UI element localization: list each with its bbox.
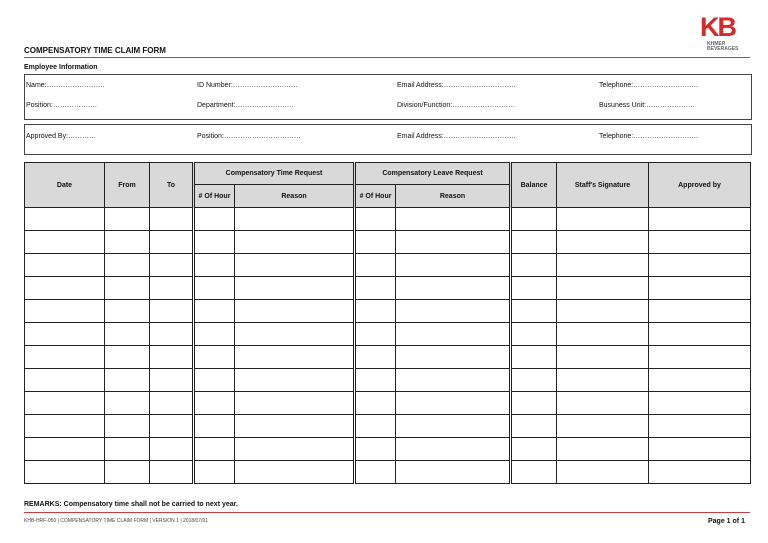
approver-email-field[interactable]: Email Address:………………………….	[397, 133, 516, 140]
table-cell[interactable]	[396, 369, 511, 392]
page-number: Page 1 of 1	[708, 518, 745, 525]
table-cell[interactable]	[235, 346, 355, 369]
table-cell[interactable]	[235, 231, 355, 254]
table-cell[interactable]	[511, 300, 557, 323]
table-row	[25, 415, 751, 438]
table-cell[interactable]	[235, 208, 355, 231]
table-cell[interactable]	[194, 231, 235, 254]
header-date: Date	[25, 163, 105, 208]
table-cell[interactable]	[649, 415, 751, 438]
table-cell[interactable]	[511, 461, 557, 484]
table-cell[interactable]	[25, 300, 105, 323]
table-cell[interactable]	[355, 438, 396, 461]
table-cell[interactable]	[25, 369, 105, 392]
table-cell[interactable]	[150, 346, 194, 369]
header-to: To	[150, 163, 194, 208]
table-cell[interactable]	[194, 208, 235, 231]
table-cell[interactable]	[511, 346, 557, 369]
table-cell[interactable]	[649, 346, 751, 369]
business-unit-field[interactable]: Busuness Unit:…………………	[599, 102, 696, 109]
title-divider	[24, 57, 750, 58]
table-row	[25, 277, 751, 300]
table-cell[interactable]	[396, 208, 511, 231]
approver-telephone-field[interactable]: Telephone:…………………….…	[599, 133, 699, 140]
table-cell[interactable]	[150, 231, 194, 254]
table-cell[interactable]	[194, 369, 235, 392]
table-cell[interactable]	[355, 461, 396, 484]
table-cell[interactable]	[25, 346, 105, 369]
table-cell[interactable]	[194, 415, 235, 438]
table-cell[interactable]	[649, 438, 751, 461]
header-hours-time: # Of Hour	[194, 185, 235, 208]
table-cell[interactable]	[557, 254, 649, 277]
form-title: COMPENSATORY TIME CLAIM FORM	[24, 46, 166, 55]
table-cell[interactable]	[25, 438, 105, 461]
table-cell[interactable]	[150, 415, 194, 438]
table-cell[interactable]	[557, 231, 649, 254]
table-cell[interactable]	[150, 392, 194, 415]
employee-section-label: Employee Information	[24, 64, 98, 71]
table-cell[interactable]	[235, 461, 355, 484]
table-cell[interactable]	[649, 277, 751, 300]
table-row	[25, 438, 751, 461]
table-cell[interactable]	[105, 323, 150, 346]
table-cell[interactable]	[194, 300, 235, 323]
table-cell[interactable]	[194, 438, 235, 461]
table-row	[25, 231, 751, 254]
logo-sub-line2: BEVERAGES	[707, 46, 739, 52]
remarks-text: REMARKS: Compensatory time shall not be carried to next year.	[24, 501, 238, 508]
table-cell[interactable]	[511, 254, 557, 277]
table-cell[interactable]	[511, 392, 557, 415]
table-row	[25, 346, 751, 369]
table-cell[interactable]	[105, 300, 150, 323]
table-cell[interactable]	[150, 277, 194, 300]
header-reason-time: Reason	[235, 185, 355, 208]
table-cell[interactable]	[235, 277, 355, 300]
table-cell[interactable]	[396, 415, 511, 438]
approver-position-field[interactable]: Position:……………………………	[197, 133, 301, 140]
table-cell[interactable]	[557, 461, 649, 484]
table-cell[interactable]	[194, 323, 235, 346]
table-cell[interactable]	[25, 231, 105, 254]
telephone-field[interactable]: Telephone:…………………….…	[599, 82, 699, 89]
approver-info-box	[24, 124, 752, 155]
header-signature: Staff's Signature	[557, 163, 649, 208]
table-cell[interactable]	[105, 277, 150, 300]
table-cell[interactable]	[25, 415, 105, 438]
table-cell[interactable]	[511, 231, 557, 254]
table-row	[25, 300, 751, 323]
table-cell[interactable]	[511, 208, 557, 231]
table-cell[interactable]	[235, 300, 355, 323]
table-cell[interactable]	[511, 277, 557, 300]
header-hours-leave: # Of Hour	[355, 185, 396, 208]
table-cell[interactable]	[557, 277, 649, 300]
table-cell[interactable]	[355, 277, 396, 300]
table-cell[interactable]	[649, 461, 751, 484]
company-logo	[700, 14, 744, 52]
table-cell[interactable]	[235, 323, 355, 346]
table-cell[interactable]	[355, 208, 396, 231]
table-cell[interactable]	[355, 323, 396, 346]
table-cell[interactable]	[235, 438, 355, 461]
table-cell[interactable]	[649, 369, 751, 392]
table-cell[interactable]	[355, 392, 396, 415]
table-cell[interactable]	[557, 392, 649, 415]
header-balance: Balance	[511, 163, 557, 208]
table-cell[interactable]	[105, 369, 150, 392]
header-approved-by: Approved by	[649, 163, 751, 208]
table-cell[interactable]	[25, 392, 105, 415]
table-cell[interactable]	[235, 369, 355, 392]
table-cell[interactable]	[194, 277, 235, 300]
table-cell[interactable]	[25, 254, 105, 277]
table-cell[interactable]	[194, 346, 235, 369]
claim-table-body	[25, 208, 751, 484]
table-cell[interactable]	[25, 277, 105, 300]
table-cell[interactable]	[150, 208, 194, 231]
table-cell[interactable]	[649, 231, 751, 254]
email-field[interactable]: Email Address:………………………….	[397, 82, 516, 89]
table-cell[interactable]	[557, 438, 649, 461]
table-row	[25, 254, 751, 277]
table-cell[interactable]	[649, 392, 751, 415]
table-cell[interactable]	[194, 392, 235, 415]
table-cell[interactable]	[396, 438, 511, 461]
footer-document-id: KHB-HRF-050 | COMPENSATORY TIME CLAIM FORM | VERSION 1 | 2018/07/01	[24, 518, 209, 524]
table-row	[25, 392, 751, 415]
id-number-field[interactable]: ID Number:…………………….…	[197, 82, 298, 89]
header-time-request: Compensatory Time Request	[194, 163, 355, 185]
table-cell[interactable]	[194, 461, 235, 484]
position-field[interactable]: Position:……………….	[26, 102, 97, 109]
table-row	[25, 208, 751, 231]
table-cell[interactable]	[25, 208, 105, 231]
table-cell[interactable]	[105, 415, 150, 438]
table-cell[interactable]	[235, 415, 355, 438]
name-field[interactable]: Name:…………………….	[26, 82, 105, 89]
header-leave-request: Compensatory Leave Request	[355, 163, 511, 185]
table-cell[interactable]	[150, 323, 194, 346]
table-cell[interactable]	[396, 392, 511, 415]
table-cell[interactable]	[235, 254, 355, 277]
table-cell[interactable]	[355, 231, 396, 254]
footer-divider	[24, 512, 750, 513]
table-cell[interactable]	[150, 369, 194, 392]
table-cell[interactable]	[105, 461, 150, 484]
table-cell[interactable]	[194, 254, 235, 277]
table-cell[interactable]	[649, 323, 751, 346]
table-cell[interactable]	[105, 254, 150, 277]
table-cell[interactable]	[396, 323, 511, 346]
table-cell[interactable]	[396, 346, 511, 369]
table-cell[interactable]	[105, 208, 150, 231]
table-cell[interactable]	[150, 438, 194, 461]
table-cell[interactable]	[396, 277, 511, 300]
table-cell[interactable]	[355, 254, 396, 277]
table-cell[interactable]	[557, 300, 649, 323]
table-cell[interactable]	[150, 254, 194, 277]
table-cell[interactable]	[105, 438, 150, 461]
logo-mark: KB	[700, 12, 735, 42]
table-cell[interactable]	[649, 254, 751, 277]
employee-info-box	[24, 74, 752, 120]
header-reason-leave: Reason	[396, 185, 511, 208]
table-cell[interactable]	[355, 346, 396, 369]
header-from: From	[105, 163, 150, 208]
table-cell[interactable]	[150, 461, 194, 484]
table-cell[interactable]	[355, 369, 396, 392]
table-row	[25, 461, 751, 484]
table-cell[interactable]	[649, 300, 751, 323]
table-cell[interactable]	[150, 300, 194, 323]
table-cell[interactable]	[396, 254, 511, 277]
claim-table	[24, 162, 751, 484]
table-cell[interactable]	[105, 231, 150, 254]
logo-subtitle	[707, 42, 738, 52]
table-cell[interactable]	[511, 415, 557, 438]
table-cell[interactable]	[105, 346, 150, 369]
table-cell[interactable]	[557, 323, 649, 346]
table-cell[interactable]	[25, 461, 105, 484]
logo-sub-line1: KHMER	[707, 41, 726, 47]
table-row	[25, 323, 751, 346]
table-cell[interactable]	[557, 415, 649, 438]
table-cell[interactable]	[511, 323, 557, 346]
table-cell[interactable]	[511, 438, 557, 461]
table-cell[interactable]	[396, 300, 511, 323]
table-cell[interactable]	[355, 300, 396, 323]
table-cell[interactable]	[25, 323, 105, 346]
approved-by-field[interactable]: Approved By:…………	[26, 133, 97, 140]
table-row	[25, 369, 751, 392]
table-cell[interactable]	[511, 369, 557, 392]
table-cell[interactable]	[649, 208, 751, 231]
table-cell[interactable]	[105, 392, 150, 415]
table-cell[interactable]	[235, 392, 355, 415]
table-cell[interactable]	[355, 415, 396, 438]
department-field[interactable]: Department:…………………….	[197, 102, 294, 109]
table-cell[interactable]	[557, 346, 649, 369]
table-cell[interactable]	[557, 208, 649, 231]
table-cell[interactable]	[396, 231, 511, 254]
table-cell[interactable]	[557, 369, 649, 392]
division-field[interactable]: Division/Function:………………………	[397, 102, 516, 109]
table-cell[interactable]	[396, 461, 511, 484]
